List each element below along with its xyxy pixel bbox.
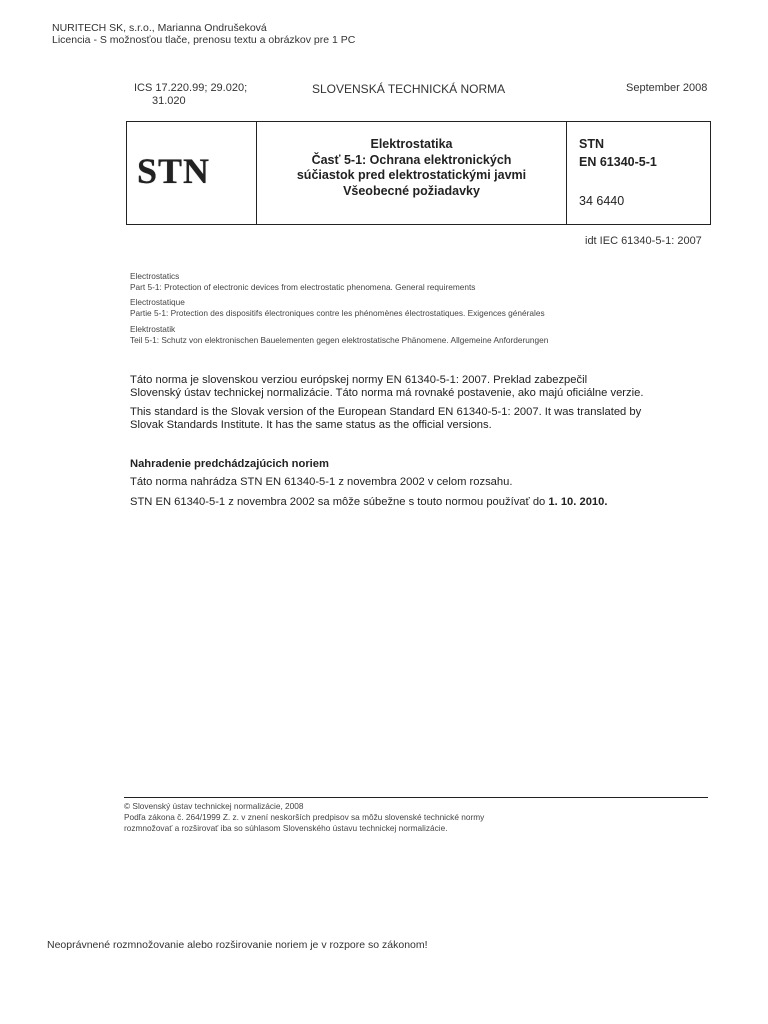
law-notice-line2: rozmnožovať a rozširovať iba so súhlasom Slovenského ústavu technickej normalizácie. <box>124 823 448 833</box>
replacement-text: STN EN 61340-5-1 z novembra 2002 sa môže súbežne s touto normou používať do <box>130 496 549 508</box>
title-line: Elektrostatika <box>370 137 453 151</box>
copyright-notice: © Slovenský ústav technickej normalizácie, 2008 <box>124 801 304 811</box>
translation-en-subtitle: Part 5-1: Protection of electronic devices from electrostatic phenomena. General requirements <box>130 282 476 292</box>
stn-logo: STN <box>137 151 211 191</box>
copyright-warning: Neoprávnené rozmnožovanie alebo rozširovanie noriem je v rozpore so zákonom! <box>47 939 428 951</box>
standard-number: EN 61340-5-1 <box>579 155 657 169</box>
slovak-version-line1: Táto norma je slovenskou verziou európskej normy EN 61340-5-1: 2007. Preklad zabezpečil <box>130 374 588 386</box>
slovak-version-line2: Slovenský ústav technickej normalizácie. Táto norma má rovnaké postavenie, ako majú oficiálne verzie. <box>130 387 644 399</box>
title-line: Všeobecné požiadavky <box>343 183 480 198</box>
english-version-line2: Slovak Standards Institute. It has the same status as the official versions. <box>130 419 492 431</box>
publication-date: September 2008 <box>626 82 708 94</box>
identical-standard: idt IEC 61340-5-1: 2007 <box>585 235 702 247</box>
number-cell <box>567 122 710 224</box>
translation-de-title: Elektrostatik <box>130 324 176 334</box>
translation-fr-subtitle: Partie 5-1: Protection des dispositifs électroniques contre les phénomènes électrostatiques. Exigences générales <box>130 308 545 318</box>
ics-codes-line1: ICS 17.220.99; 29.020; <box>134 82 248 94</box>
replacement-heading: Nahradenie predchádzajúcich noriem <box>130 458 329 470</box>
classification-code: 34 6440 <box>579 194 625 208</box>
footer-divider <box>124 797 708 798</box>
english-version-line1: This standard is the Slovak version of the European Standard EN 61340-5-1: 2007. It was translated by <box>130 406 642 418</box>
standard-title <box>257 122 567 224</box>
ics-codes-line2: 31.020 <box>152 95 186 107</box>
replacement-line2 <box>130 496 720 510</box>
logo-cell <box>127 122 257 224</box>
title-box <box>126 121 711 225</box>
license-holder: NURITECH SK, s.r.o., Marianna Ondrušeková <box>52 22 267 34</box>
translation-fr-title: Electrostatique <box>130 297 185 307</box>
law-notice-line1: Podľa zákona č. 264/1999 Z. z. v znení neskorších predpisov sa môžu slovenské technické normy <box>124 812 485 822</box>
translation-en-title: Electrostatics <box>130 271 180 281</box>
stn-label: STN <box>579 137 604 151</box>
title-line: Časť 5-1: Ochrana elektronických <box>311 152 512 167</box>
replacement-line1: Táto norma nahrádza STN EN 61340-5-1 z novembra 2002 v celom rozsahu. <box>130 476 513 488</box>
replacement-date: 1. 10. 2010. <box>548 496 608 508</box>
title-line: súčiastok pred elektrostatickými javmi <box>296 168 527 182</box>
license-terms: Licencia - S možnosťou tlače, prenosu textu a obrázkov pre 1 PC <box>52 34 356 46</box>
organization-title: SLOVENSKÁ TECHNICKÁ NORMA <box>312 82 506 96</box>
translation-de-subtitle: Teil 5-1: Schutz von elektronischen Bauelementen gegen elektrostatische Phänomene. Allgemeine Anforderungen <box>130 335 549 345</box>
